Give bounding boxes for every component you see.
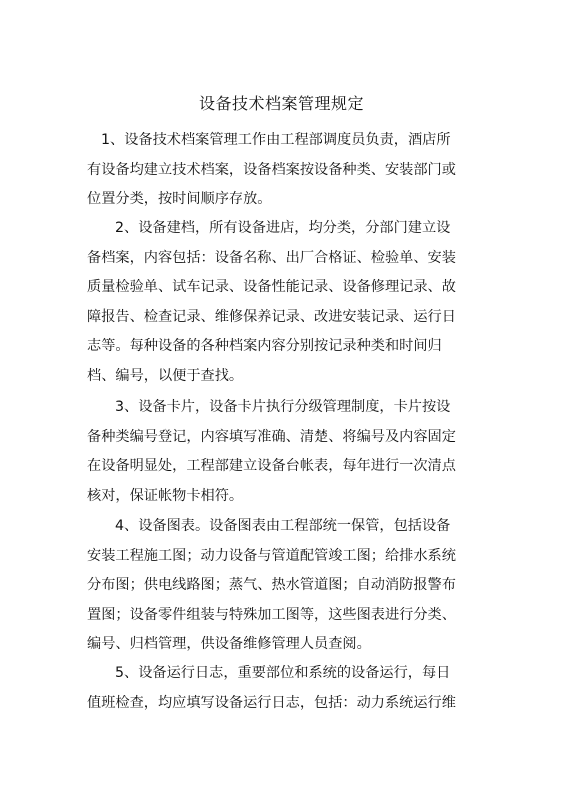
paragraph-line: 编号、归档管理，供设备维修管理人员查阅。 — [87, 636, 371, 653]
paragraph-line: 4、设备图表。设备图表由工程部统一保管，包括设备 — [115, 518, 451, 534]
paragraph-line: 核对，保证帐物卡相符。 — [87, 487, 244, 504]
paragraph-line: 1、设备技术档案管理工作由工程部调度员负责，酒店所 — [101, 132, 451, 148]
paragraph-4 — [87, 512, 482, 660]
paragraph-line: 志等。每种设备的各种档案内容分别按记录种类和时间归 — [87, 338, 442, 355]
paragraph-line: 分布图；供电线路图；蒸气、热水管道图；自动消防报警布 — [87, 577, 456, 594]
paragraph-line: 2、设备建档，所有设备进店，均分类，分部门建立设 — [115, 220, 451, 236]
paragraph-5 — [87, 659, 482, 718]
paragraph-line: 安装工程施工图；动力设备与管道配管竣工图；给排水系统 — [87, 547, 456, 564]
paragraph-line: 备种类编号登记，内容填写准确、清楚、将编号及内容固定 — [87, 428, 456, 445]
paragraph-line: 置图；设备零件组装与特殊加工图等，这些图表进行分类、 — [87, 606, 456, 623]
paragraph-line: 备档案，内容包括：设备名称、出厂合格证、检验单、安装 — [87, 249, 456, 266]
paragraph-line: 5、设备运行日志，重要部位和系统的设备运行，每日 — [115, 665, 451, 681]
paragraph-line: 障报告、检查记录、维修保养记录、改进安装记录、运行日 — [87, 308, 456, 325]
paragraph-line: 有设备均建立技术档案，设备档案按设备种类、安装部门或 — [87, 161, 456, 178]
paragraph-line: 档、编号，以便于查找。 — [87, 367, 244, 384]
paragraph-3 — [87, 393, 482, 511]
paragraph-1 — [87, 126, 482, 215]
paragraph-line: 值班检查，均应填写设备运行日志，包括：动力系统运行维 — [87, 694, 456, 711]
paragraph-line: 质量检验单、试车记录、设备性能记录、设备修理记录、故 — [87, 279, 456, 296]
paragraph-line: 3、设备卡片，设备卡片执行分级管理制度，卡片按设 — [115, 399, 451, 415]
paragraph-line: 位置分类，按时间顺序存放。 — [87, 191, 272, 208]
document-title: 设备技术档案管理规定 — [198, 94, 364, 113]
paragraph-line: 在设备明显处，工程部建立设备台帐表，每年进行一次清点 — [87, 458, 456, 475]
paragraph-2 — [87, 214, 482, 392]
